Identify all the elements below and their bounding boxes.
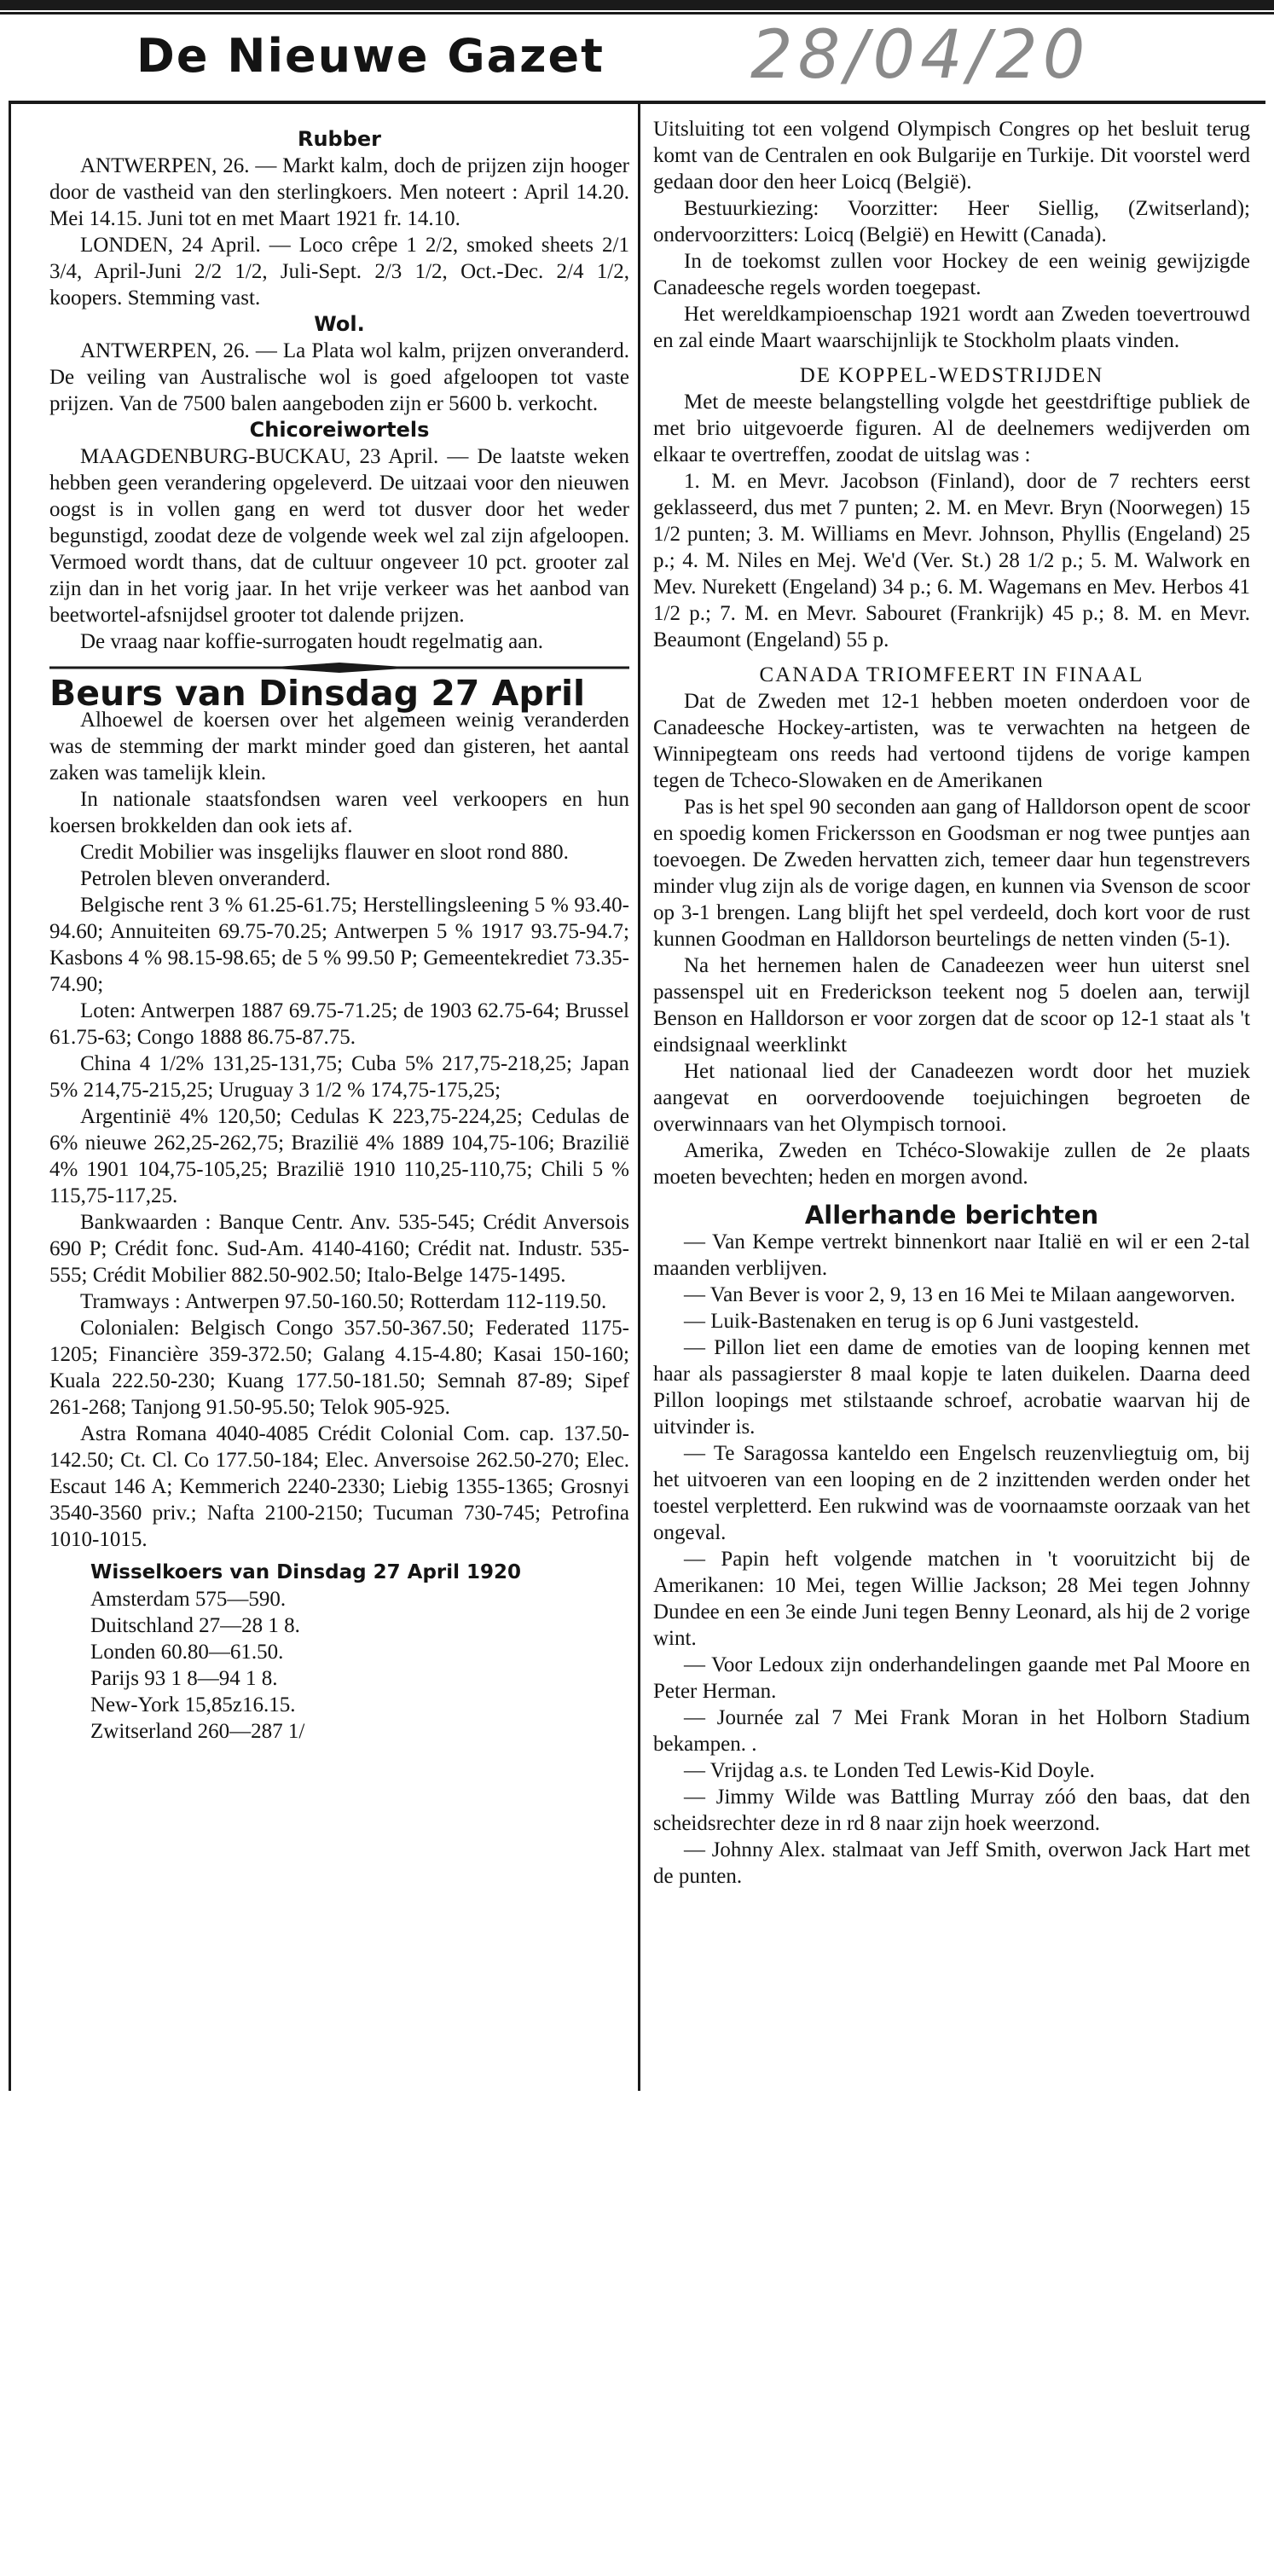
article-paragraph: Met de meeste belangstelling volgde het geestdriftige publiek de met brio uitgevoerde figuren. Al de deelnemers wedijverden om elkaar te overtreffen, zoodat de uitslag was : — [653, 391, 1250, 466]
article-paragraph: Dat de Zweden met 12-1 hebben moeten onderdoen voor de Canadeesche Hockey-artisten, was te verwachten na hetgeen de Winnipegteam ons reeds had vertoond tijdens de vorige kampen tegen de Tcheco-Slowaken en de Amerikanen — [653, 690, 1250, 792]
left-column — [49, 126, 629, 1745]
article-paragraph: Bankwaarden : Banque Centr. Anv. 535-545; Crédit Anversois 690 P; Crédit fonc. Sud-Am. 4140-4160; Crédit nat. Industr. 535-555; Crédit Mobilier 882.50-902.50; Italo-Belge 1475-1495. — [49, 1211, 629, 1287]
left-column-rule — [9, 104, 11, 2091]
news-item: — Jimmy Wilde was Battling Murray zóó den baas, dat den scheidsrechter deze in rd 8 naar zijn hoek weerzond. — [653, 1786, 1250, 1835]
news-item: — Johnny Alex. stalmaat van Jeff Smith, overwon Jack Hart met de punten. — [653, 1838, 1250, 1888]
news-item: — Vrijdag a.s. te Londen Ted Lewis-Kid Doyle. — [684, 1759, 1095, 1782]
article-paragraph: Colonialen: Belgisch Congo 357.50-367.50; Federated 1175-1205; Financière 359-372.50; Galang 4.15-4.80; Kasai 150-160; Kuala 222.50-230; Kuang 177.50-181.50; Semnah 87-89; Sipef 261-268; Tanjong 91.50-95.50; Telok 905-925. — [49, 1317, 629, 1419]
canada-heading: CANADA TRIOMFEERT IN FINAAL — [759, 663, 1144, 686]
article-paragraph: Amerika, Zweden en Tchéco-Slowakije zullen de 2e plaats moeten bevechten; heden en morgen avond. — [653, 1139, 1250, 1189]
article-paragraph: Tramways : Antwerpen 97.50-160.50; Rotterdam 112-119.50. — [80, 1290, 607, 1313]
rubber-heading: Rubber — [297, 127, 382, 151]
article-paragraph: ANTWERPEN, 26. — La Plata wol kalm, prijzen onveranderd. De veiling van Australische wol is goed afgeloopen tot vaste prijzen. Van de 7500 balen aangeboden zijn er 5600 b. verkocht. — [49, 339, 629, 415]
article-paragraph: Petrolen bleven onveranderd. — [80, 867, 331, 890]
article-paragraph: China 4 1/2% 131,25-131,75; Cuba 5% 217,75-218,25; Japan 5% 214,75-215,25; Uruguay 3 1/2 % 174,75-175,25; — [49, 1052, 629, 1102]
rate-line: Parijs 93 1 8—94 1 8. — [90, 1667, 278, 1690]
article-paragraph: ANTWERPEN, 26. — Markt kalm, doch de prijzen zijn hooger door de vastheid van den sterlingkoers. Men noteert : April 14.20. Mei 14.15. Juni tot en met Maart 1921 fr. 14.10. — [49, 154, 629, 230]
news-item: — Papin heft volgende matchen in 't vooruitzicht bij de Amerikanen: 10 Mei, tegen Willie Jackson; 28 Mei tegen Johnny Dundee en een 3e einde Juni tegen Benny Leonard, als hij de 2 vorige wint. — [653, 1548, 1250, 1650]
wol-heading: Wol. — [314, 312, 365, 336]
article-paragraph: Het nationaal lied der Canadeezen wordt door het muziek aangevat en oorverdoovende toejuichingen begroeten de overwinnaars van het Olympisch tornooi. — [653, 1060, 1250, 1136]
ornamental-separator — [49, 662, 629, 674]
exchange-rates-list — [49, 1586, 629, 1745]
news-item: — Te Saragossa kanteldo een Engelsch reuzenvliegtuig om, bij het uitvoeren van een looping en de 2 inzittenden werden onder het toestel verpletterd. Een rukwind was de voornaamste oorzaak van het ongeval. — [653, 1442, 1250, 1544]
news-item: — Van Bever is voor 2, 9, 13 en 16 Mei te Milaan aangeworven. — [684, 1283, 1236, 1306]
article-paragraph: Argentinië 4% 120,50; Cedulas K 223,75-224,25; Cedulas de 6% nieuwe 262,25-262,75; Brazilië 4% 1889 104,75-106; Brazilië 4% 1901 104,75-105,25; Brazilië 1910 110,25-110,75; Chili 5 % 115,75-117,25. — [49, 1105, 629, 1207]
news-item: — Pillon liet een dame de emoties van de looping kennen met haar als passagierster 8 maal kopje te laten duikelen. Daarna deed Pillon loopings met stilstaande schroef, acrobatie waarvan hij de uitvinder is. — [653, 1336, 1250, 1439]
header-rule — [9, 101, 1265, 104]
rate-line: Zwitserland 260—287 1/ — [90, 1720, 305, 1743]
article-paragraph: MAAGDENBURG-BUCKAU, 23 April. — De laatste weken hebben geen verandering opgeleverd. De uitzaai voor den nieuwen oogst is in vollen gang en werd tot dusver door het weder begunstigd, zoodat deze de volgende week wel zal zijn afgeloopen. Vermoed wordt thans, dat de cultuur ongeveer 10 pct. grooter zal zijn dan in het vorig jaar. In het vrije verkeer was het aanbod van beetwortel-afsnijdsel grooter tot dalende prijzen. — [49, 445, 629, 627]
top-border-thin — [0, 12, 1274, 14]
chicorei-heading: Chicoreiwortels — [249, 418, 430, 442]
allerhande-heading: Allerhande berichten — [804, 1201, 1099, 1230]
article-paragraph: Belgische rent 3 % 61.25-61.75; Herstellingsleening 5 % 93.40-94.60; Annuiteiten 69.75-70.25; Antwerpen 5 % 1917 93.75-94.7; Kasbons 4 % 98.15-98.65; de 5 % 99.50 P; Gemeentekrediet 73.35-74.90; — [49, 894, 629, 996]
wisselkoers-heading: Wisselkoers van Dinsdag 27 April 1920 — [90, 1561, 522, 1583]
article-paragraph: 1. M. en Mevr. Jacobson (Finland), door de 7 rechters eerst geklasseerd, dus met 7 punten; 2. M. en Mevr. Bryn (Noorwegen) 15 1/2 punten; 3. M. Williams en Mevr. Johnson, Phyllis (Engeland) 25 p.; 4. M. Niles en Mej. We'd (Ver. St.) 28 1/2 p.; 5. M. Walwork en Mev. Nurekett (Engeland) 34 p.; 6. M. Wagemans en Mev. Herbos 41 1/2 p.; 7. M. en Mevr. Sabouret (Frankrijk) 45 p.; 8. M. en Mevr. Beaumont (Engeland) 55 p. — [653, 470, 1250, 651]
beurs-heading: Beurs van Dinsdag 27 April — [49, 673, 586, 714]
article-paragraph: Pas is het spel 90 seconden aan gang of Halldorson opent de scoor en spoedig komen Frickersson en Goodsman er nog twee puntjes aan toevoegen. De Zweden hervatten zich, temeer daar hun tegenstrevers minder vlug zijn als de vorige dagen, en kunnen via Svenson de scoor op 3-1 brengen. Lang blijft het spel verdeeld, doch kort voor de rust kunnen Goodman en Halldorson beurtelings de netten vinden (5-1). — [653, 796, 1250, 951]
newspaper-masthead: De Nieuwe Gazet — [136, 29, 605, 83]
article-paragraph: In de toekomst zullen voor Hockey de een weinig gewijzigde Canadeesche regels worden toegepast. — [653, 250, 1250, 299]
column-divider — [638, 104, 640, 2091]
handwritten-date: 28/04/20 — [750, 17, 1091, 94]
top-border — [0, 0, 1274, 10]
right-column — [653, 116, 1250, 1890]
news-item: — Luik-Bastenaken en terug is op 6 Juni vastgesteld. — [684, 1310, 1139, 1333]
article-paragraph: Alhoewel de koersen over het algemeen weinig veranderden was de stemming der markt minder goed dan gisteren, het aantal zaken was tamelijk klein. — [49, 709, 629, 784]
rate-line: Londen 60.80—61.50. — [90, 1641, 284, 1664]
rate-line: Duitschland 27—28 1 8. — [90, 1614, 300, 1637]
koppel-heading: DE KOPPEL-WEDSTRIJDEN — [799, 364, 1104, 387]
article-paragraph: Bestuurkiezing: Voorzitter: Heer Siellig, (Zwitserland); ondervoorzitters: Loicq (België) en Hewitt (Canada). — [653, 197, 1250, 246]
news-item: — Journée zal 7 Mei Frank Moran in het Holborn Stadium bekampen. . — [653, 1706, 1250, 1756]
rate-line: New-York 15,85z16.15. — [90, 1693, 296, 1716]
article-paragraph: Credit Mobilier was insgelijks flauwer en sloot rond 880. — [80, 841, 569, 864]
article-paragraph: Na het hernemen halen de Canadeezen weer hun uiterst snel passenspel uit en Frederickson teekent nog 5 doelen aan, terwijl Benson en Halldorson er voor zorgen dat de scoor op 12-1 staat als 't eindsignaal weerklinkt — [653, 954, 1250, 1056]
article-paragraph: LONDEN, 24 April. — Loco crêpe 1 2/2, smoked sheets 2/1 3/4, April-Juni 2/2 1/2, Juli-Sept. 2/3 1/2, Oct.-Dec. 2/4 1/2, koopers. Stemming vast. — [49, 234, 629, 310]
rate-line: Amsterdam 575—590. — [90, 1588, 287, 1611]
article-paragraph: Uitsluiting tot een volgend Olympisch Congres op het besluit terug komt van de Centralen en ook Bulgarije en Turkije. Dit voorstel werd gedaan door den heer Loicq (België). — [653, 118, 1250, 194]
news-item: — Voor Ledoux zijn onderhandelingen gaande met Pal Moore en Peter Herman. — [653, 1653, 1250, 1703]
article-paragraph: De vraag naar koffie-surrogaten houdt regelmatig aan. — [80, 630, 544, 653]
article-paragraph: Astra Romana 4040-4085 Crédit Colonial Com. cap. 137.50-142.50; Ct. Cl. Co 177.50-184; Elec. Anversoise 262.50-270; Elec. Escaut 146 A; Kemmerich 2240-2330; Liebig 1355-1365; Grosnyi 3540-3560 priv.; Nafta 2100-2150; Tucuman 730-745; Petrofina 1010-1015. — [49, 1422, 629, 1551]
article-paragraph: Loten: Antwerpen 1887 69.75-71.25; de 1903 62.75-64; Brussel 61.75-63; Congo 1888 86.75-87.75. — [49, 999, 629, 1049]
article-paragraph: Het wereldkampioenschap 1921 wordt aan Zweden toevertrouwd en zal einde Maart waarschijnlijk te Stockholm plaats vinden. — [653, 303, 1250, 352]
article-paragraph: In nationale staatsfondsen waren veel verkoopers en hun koersen brokkelden dan ook iets af. — [49, 788, 629, 837]
news-item: — Van Kempe vertrekt binnenkort naar Italië en wil er een 2-tal maanden verblijven. — [653, 1230, 1250, 1280]
